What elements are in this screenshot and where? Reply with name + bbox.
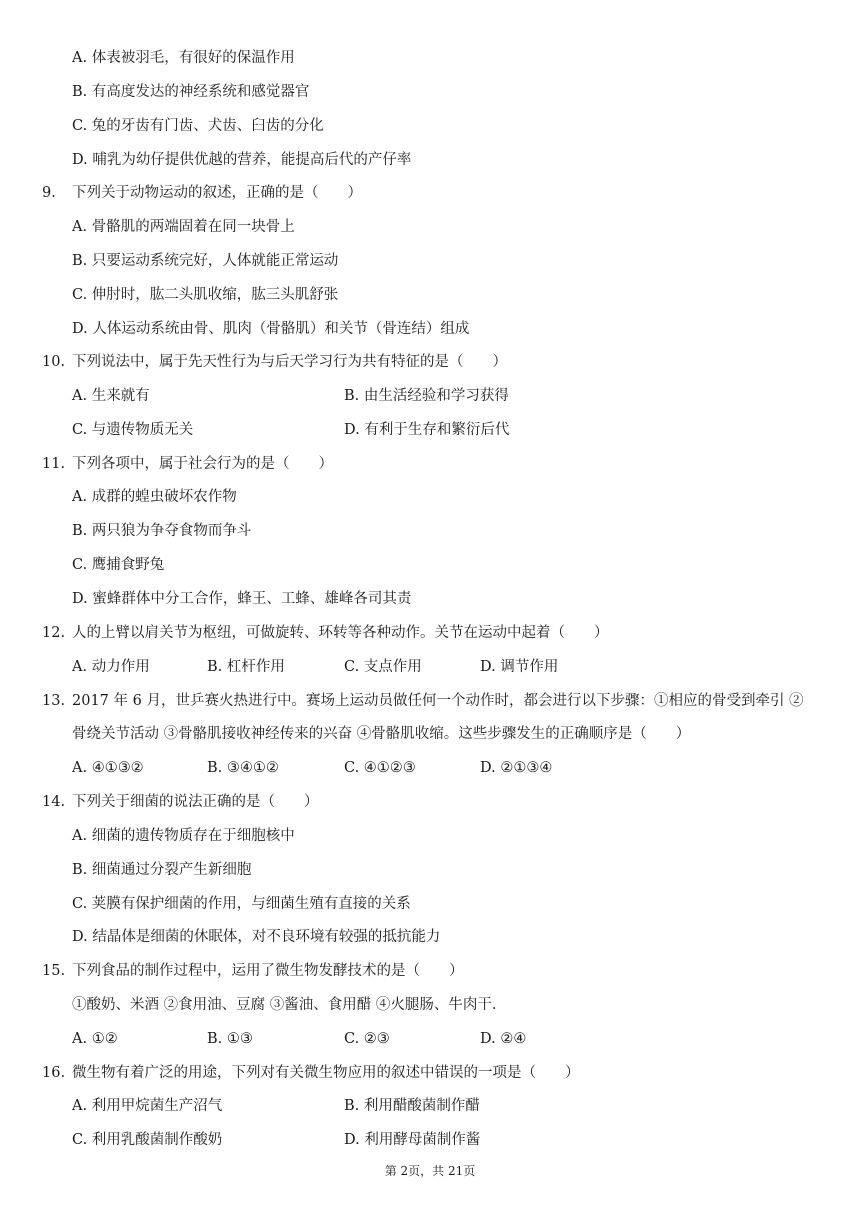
q14-number: 14. [42,794,66,810]
q11-stem: 下列各项中，属于社会行为的是（ ） [72,456,333,472]
q16-number: 16. [42,1065,66,1081]
q10-option-c: C. 与遗传物质无关 [72,422,194,438]
q13-option-b: B. ③④①② [207,760,279,776]
q9-stem: 下列关于动物运动的叙述，正确的是（ ） [72,185,362,201]
q15-option-b: B. ①③ [207,1031,253,1047]
q15-option-c: C. ②③ [344,1031,390,1047]
q12-option-a: A. 动力作用 [72,659,150,675]
q11-option-b: B. 两只狼为争夺食物而争斗 [72,523,252,539]
q12-option-c: C. 支点作用 [344,659,422,675]
q15-option-d: D. ②④ [480,1031,527,1047]
q8-option-a: A. 体表被羽毛，有很好的保温作用 [72,50,295,66]
q13-option-c: C. ④①②③ [344,760,416,776]
q8-option-d: D. 哺乳为幼仔提供优越的营养，能提高后代的产仔率 [72,152,412,168]
q9-option-d: D. 人体运动系统由骨、肌肉（骨骼肌）和关节（骨连结）组成 [72,321,470,337]
q14-option-a: A. 细菌的遗传物质存在于细胞核中 [72,828,295,844]
q15-items: ①酸奶、米酒 ②食用油、豆腐 ③酱油、食用醋 ④火腿肠、牛肉干. [72,997,497,1013]
q11-option-c: C. 鹰捕食野兔 [72,557,165,573]
q16-option-a: A. 利用甲烷菌生产沼气 [72,1098,223,1114]
q8-option-c: C. 兔的牙齿有门齿、犬齿、臼齿的分化 [72,118,324,134]
q12-stem: 人的上臂以肩关节为枢纽，可做旋转、环转等各种动作。关节在运动中起着（ ） [72,625,609,641]
q12-option-d: D. 调节作用 [480,659,559,675]
q12-number: 12. [42,625,66,641]
q16-option-c: C. 利用乳酸菌制作酸奶 [72,1132,223,1148]
q14-stem: 下列关于细菌的说法正确的是（ ） [72,794,319,810]
q11-option-d: D. 蜜蜂群体中分工合作，蜂王、工蜂、雄峰各司其责 [72,591,412,607]
q10-option-b: B. 由生活经验和学习获得 [344,388,509,404]
q13-option-d: D. ②①③④ [480,760,553,776]
q9-number: 9. [42,185,56,201]
q16-option-b: B. 利用醋酸菌制作醋 [344,1098,480,1114]
q8-option-b: B. 有高度发达的神经系统和感觉器官 [72,84,310,100]
q12-option-b: B. 杠杆作用 [207,659,285,675]
q13-number: 13. [42,693,66,709]
q14-option-b: B. 细菌通过分裂产生新细胞 [72,862,252,878]
q13-stem-line-2: 骨绕关节活动 ③骨骼肌接收神经传来的兴奋 ④骨骼肌收缩。这些步骤发生的正确顺序是（ ） [72,726,691,742]
q11-option-a: A. 成群的蝗虫破坏农作物 [72,489,237,505]
q10-option-d: D. 有利于生存和繁衍后代 [344,422,510,438]
q14-option-c: C. 荚膜有保护细菌的作用，与细菌生殖有直接的关系 [72,896,411,912]
q10-option-a: A. 生来就有 [72,388,150,404]
q13-stem-line-1: 2017 年 6 月，世乒赛火热进行中。赛场上运动员做任何一个动作时，都会进行以下步骤：①相应的骨受到牵引 ② [72,693,804,709]
q10-stem: 下列说法中，属于先天性行为与后天学习行为共有特征的是（ ） [72,354,507,370]
q13-option-a: A. ④①③② [72,760,144,776]
q16-stem: 微生物有着广泛的用途，下列对有关微生物应用的叙述中错误的一项是（ ） [72,1065,580,1081]
q15-number: 15. [42,963,66,979]
q9-option-a: A. 骨骼肌的两端固着在同一块骨上 [72,219,295,235]
q9-option-b: B. 只要运动系统完好，人体就能正常运动 [72,253,339,269]
q11-number: 11. [42,456,66,472]
page-footer: 第 2页，共 21页 [384,1164,476,1178]
q15-option-a: A. ①② [72,1031,118,1047]
q15-stem: 下列食品的制作过程中，运用了微生物发酵技术的是（ ） [72,963,464,979]
q9-option-c: C. 伸肘时，肱二头肌收缩，肱三头肌舒张 [72,287,339,303]
q14-option-d: D. 结晶体是细菌的休眠体，对不良环境有较强的抵抗能力 [72,929,441,945]
q16-option-d: D. 利用酵母菌制作酱 [344,1132,481,1148]
q10-number: 10. [42,354,66,370]
